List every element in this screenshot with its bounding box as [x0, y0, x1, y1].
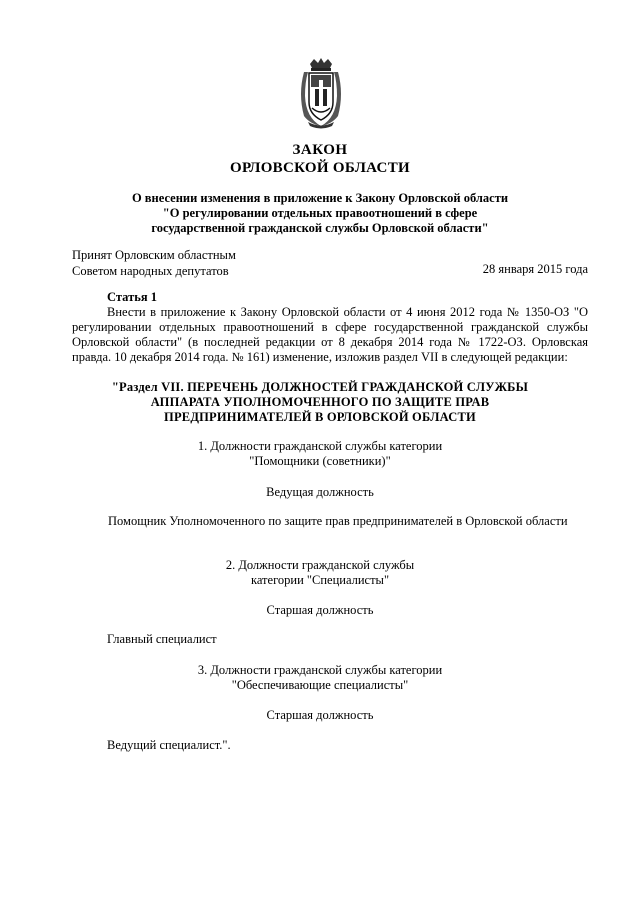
adoption-statement: [72, 247, 236, 279]
law-subtitle-line-2: "О регулировании отдельных правоотношений в сфере: [162, 206, 478, 220]
law-title-line-1: ЗАКОН: [292, 142, 348, 158]
law-subtitle-line-3: государственной гражданской службы Орловской области": [151, 221, 489, 235]
category-2-heading-line-1: 2. Должности гражданской службы: [225, 558, 415, 572]
category-3-heading-line-2: "Обеспечивающие специалисты": [231, 678, 409, 692]
category-3-heading-line-1: 3. Должности гражданской службы категории: [197, 663, 443, 677]
article-body: [72, 305, 588, 365]
category-1-heading-line-1: 1. Должности гражданской службы категории: [197, 439, 443, 453]
category-1-position: Помощник Уполномоченного по защите прав предпринимателей в Орловской области: [108, 514, 568, 528]
article-title: Статья 1: [107, 290, 157, 304]
category-2-heading-line-2: категории "Специалисты": [250, 573, 390, 587]
category-2-position-group: Старшая должность: [266, 603, 374, 617]
category-3-position: Ведущий специалист.".: [107, 738, 231, 752]
section-title-line-3: ПРЕДПРИНИМАТЕЛЕЙ В ОРЛОВСКОЙ ОБЛАСТИ: [164, 410, 476, 424]
law-title-line-2: ОРЛОВСКОЙ ОБЛАСТИ: [230, 160, 410, 176]
section-title-line-1: "Раздел VII. ПЕРЕЧЕНЬ ДОЛЖНОСТЕЙ ГРАЖДАНСКОЙ СЛУЖБЫ: [111, 380, 529, 394]
law-subtitle-line-1: О внесении изменения в приложение к Закону Орловской области: [131, 191, 509, 205]
adoption-line-1: Принят Орловским областным: [72, 248, 236, 262]
article-body-text: Внести в приложение к Закону Орловской области от 4 июня 2012 года № 1350-ОЗ "О регулировании отдельных правоотношений в сфере государственной гражданской службы Орловской области" (в последней редакции от 8 декабря 2014 года № 1722-ОЗ. Орловская правда. 10 декабря 2014 года. № 161) изменение, изложив раздел VII в следующей редакции:: [72, 305, 588, 364]
category-2-position: Главный специалист: [107, 632, 217, 646]
category-3-position-group: Старшая должность: [266, 708, 374, 722]
category-1-heading-line-2: "Помощники (советники)": [249, 454, 391, 468]
adoption-date: 28 января 2015 года: [482, 262, 588, 276]
coat-of-arms-emblem: [296, 58, 346, 130]
category-1-position-group: Ведущая должность: [266, 485, 374, 499]
adoption-line-2: Советом народных депутатов: [72, 264, 229, 278]
section-title-line-2: АППАРАТА УПОЛНОМОЧЕННОГО ПО ЗАЩИТЕ ПРАВ: [150, 395, 490, 409]
